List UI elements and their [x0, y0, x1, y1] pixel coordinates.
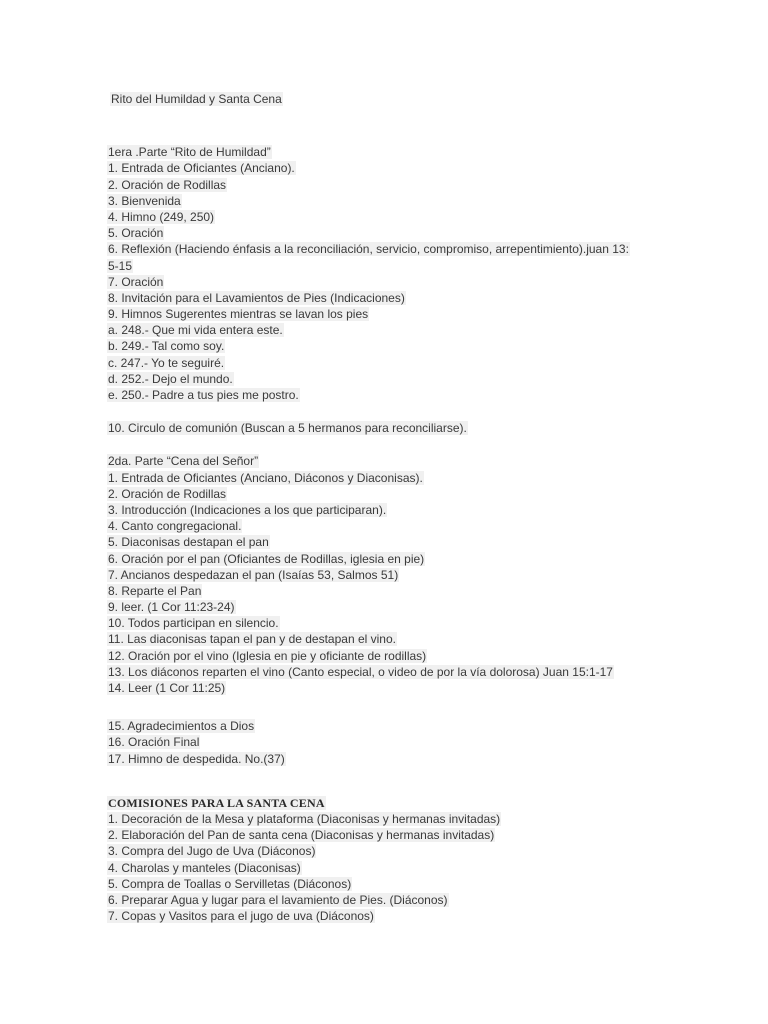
- spacer: [107, 696, 667, 718]
- spacer: [107, 436, 667, 453]
- list-item: 9. leer. (1 Cor 11:23-24): [108, 600, 235, 615]
- hymn-item: e. 250.- Padre a tus pies me postro.: [108, 388, 299, 402]
- list-item: 10. Todos participan en silencio.: [108, 616, 279, 631]
- commission-item: 7. Copas y Vasitos para el jugo de uva (Diáconos): [108, 909, 374, 924]
- document-title: Rito del Humildad y Santa Cena: [111, 92, 282, 106]
- list-item: 2. Oración de Rodillas: [108, 486, 227, 501]
- hymn-item: d. 252.- Dejo el mundo.: [108, 371, 233, 386]
- list-item: 8. Reparte el Pan: [108, 583, 202, 598]
- list-item: 2. Oración de Rodillas: [108, 177, 227, 192]
- hymn-item: a. 248.- Que mi vida entera este.: [108, 323, 283, 338]
- list-item: 14. Leer (1 Cor 11:25): [108, 681, 226, 695]
- list-item: 6. Reflexión (Haciendo énfasis a la reconciliación, servicio, compromiso, arrepentimiento).juan 13:: [108, 242, 629, 257]
- list-item: 7. Ancianos despedazan el pan (Isaías 53, Salmos 51): [108, 567, 399, 582]
- hymn-item: b. 249.- Tal como soy.: [108, 339, 225, 354]
- list-item: 4. Canto congregacional.: [108, 519, 242, 534]
- list-item: 11. Las diaconisas tapan el pan y de destapan el vino.: [108, 632, 396, 647]
- list-item: 13. Los diáconos reparten el vino (Canto especial, o video de por la vía dolorosa) Juan 15:1-17: [108, 664, 613, 679]
- list-item: 4. Himno (249, 250): [108, 209, 215, 224]
- list-item: 6. Oración por el pan (Oficiantes de Rodillas, iglesia en pie): [108, 551, 425, 566]
- spacer: [107, 107, 667, 144]
- list-item: 3. Introducción (Indicaciones a los que participaran).: [108, 502, 387, 517]
- list-item: 12. Oración por el vino (Iglesia en pie y oficiante de rodillas): [108, 648, 427, 663]
- list-item: 16. Oración Final: [108, 735, 200, 750]
- commissions-heading: COMISIONES PARA LA SANTA CENA: [108, 795, 325, 810]
- list-item: 5. Oración: [108, 226, 164, 241]
- spacer: [107, 403, 667, 420]
- commission-item: 3. Compra del Jugo de Uva (Diáconos): [108, 844, 316, 859]
- document-page: [107, 91, 667, 924]
- commission-item: 4. Charolas y manteles (Diaconisas): [108, 860, 301, 875]
- hymn-item: c. 247.- Yo te seguiré.: [108, 355, 225, 370]
- commission-item: 1. Decoración de la Mesa y plataforma (Diaconisas y hermanas invitadas): [108, 811, 501, 826]
- list-item: 7. Oración: [108, 274, 164, 289]
- spacer: [107, 767, 667, 795]
- list-item: 15. Agradecimientos a Dios: [108, 719, 255, 734]
- commission-item: 2. Elaboración del Pan de santa cena (Diaconisas y hermanas invitadas): [108, 828, 495, 843]
- list-item: 5-15: [108, 258, 133, 273]
- list-item: 8. Invitación para el Lavamientos de Pies (Indicaciones): [108, 290, 405, 305]
- part1-heading: 1era .Parte “Rito de Humildad”: [108, 145, 271, 160]
- commission-item: 5. Compra de Toallas o Servilletas (Diáconos): [108, 876, 352, 891]
- list-item: 3. Bienvenida: [108, 193, 181, 208]
- list-item: 9. Himnos Sugerentes mientras se lavan los pies: [108, 307, 369, 322]
- commission-item: 6. Preparar Agua y lugar para el lavamiento de Pies. (Diáconos): [108, 892, 448, 907]
- list-item: 10. Circulo de comunión (Buscan a 5 hermanos para reconciliarse).: [108, 421, 467, 436]
- list-item: 5. Diaconisas destapan el pan: [108, 535, 269, 550]
- part2-heading: 2da. Parte “Cena del Señor”: [108, 454, 259, 469]
- list-item: 1. Entrada de Oficiantes (Anciano).: [108, 161, 295, 176]
- list-item: 1. Entrada de Oficiantes (Anciano, Diáconos y Diaconisas).: [108, 470, 423, 485]
- list-item: 17. Himno de despedida. No.(37): [108, 751, 285, 766]
